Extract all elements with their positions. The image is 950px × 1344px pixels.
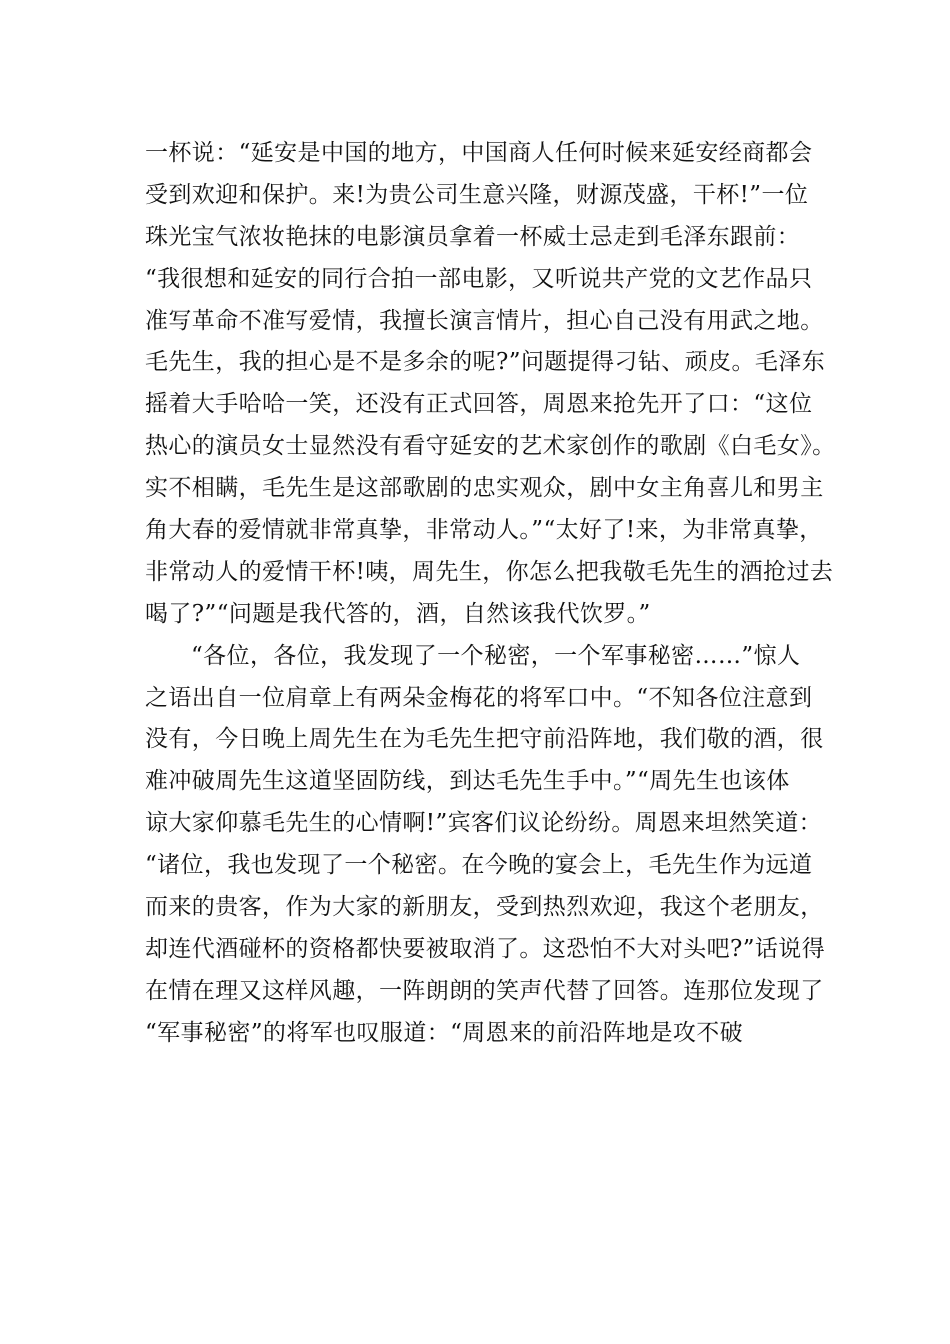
text-line: 珠光宝气浓妆艳抹的电影演员拿着一杯威士忌走到毛泽东跟前： <box>145 223 801 250</box>
text-line: 角大春的爱情就非常真挚，非常动人。”“太好了!来，为非常真挚， <box>145 517 823 544</box>
text-line: 热心的演员女士显然没有看守延安的艺术家创作的歌剧《白毛女》。 <box>145 433 836 460</box>
text-line: 难冲破周先生这道坚固防线，到达毛先生手中。”“周先生也该体 <box>145 768 790 795</box>
text-line: 没有，今日晚上周先生在为毛先生把守前沿阵地，我们敬的酒，很 <box>145 726 824 753</box>
text-line: 非常动人的爱情干杯!咦，周先生，你怎么把我敬毛先生的酒抢过去 <box>145 558 834 585</box>
text-line: 摇着大手哈哈一笑，还没有正式回答，周恩来抢先开了口：“这位 <box>145 391 813 418</box>
text-line: 准写革命不准写爱情，我擅长演言情片，担心自己没有用武之地。 <box>145 307 824 334</box>
paragraph-start-line: “各位，各位，我发现了一个秘密，一个军事秘密……”惊人 <box>191 642 801 669</box>
body-text <box>145 133 836 1055</box>
text-line: 实不相瞒，毛先生是这部歌剧的忠实观众，剧中女主角喜儿和男主 <box>145 475 824 502</box>
text-line: 而来的贵客，作为大家的新朋友，受到热烈欢迎，我这个老朋友， <box>145 894 824 921</box>
text-line: 毛先生，我的担心是不是多余的呢?”问题提得刁钻、顽皮。毛泽东 <box>145 349 826 376</box>
text-line: 一杯说：“延安是中国的地方，中国商人任何时候来延安经商都会 <box>145 140 813 166</box>
text-line: “诸位，我也发现了一个秘密。在今晚的宴会上，毛先生作为远道 <box>145 852 813 879</box>
text-line: “军事秘密”的将军也叹服道：“周恩来的前沿阵地是攻不破 <box>145 1019 744 1046</box>
text-line: 之语出自一位肩章上有两朵金梅花的将军口中。“不知各位注意到 <box>145 684 813 711</box>
text-line: 谅大家仰慕毛先生的心情啊!”宾客们议论纷纷。周恩来坦然笑道： <box>145 810 823 837</box>
text-line: “我很想和延安的同行合拍一部电影，又听说共产党的文艺作品只 <box>145 265 813 292</box>
text-line: 却连代酒碰杯的资格都快要被取消了。这恐怕不大对头吧?”话说得 <box>145 935 826 962</box>
text-line: 在情在理又这样风趣，一阵朗朗的笑声代替了回答。连那位发现了 <box>145 977 824 1004</box>
text-line: 受到欢迎和保护。来!为贵公司生意兴隆，财源茂盛，干杯!”一位 <box>145 181 809 208</box>
text-line: 喝了?”“问题是我代答的，酒，自然该我代饮罗。” <box>145 600 651 627</box>
